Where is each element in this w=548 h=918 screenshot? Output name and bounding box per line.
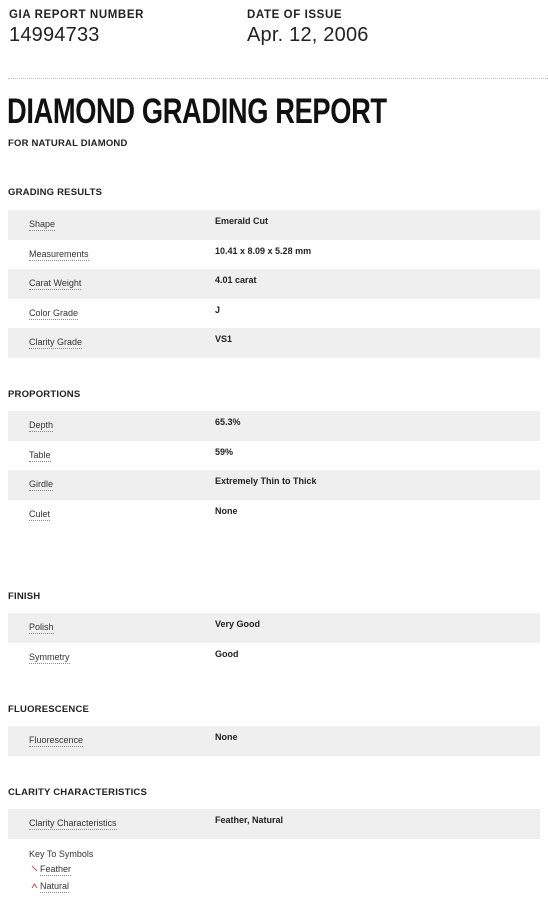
key-item-label[interactable]: Natural bbox=[40, 881, 70, 891]
row-value: Feather, Natural bbox=[215, 815, 284, 825]
key-to-symbols-title: Key To Symbols bbox=[29, 849, 94, 859]
feather-symbol-icon bbox=[31, 865, 40, 874]
row-value: 65.3% bbox=[215, 417, 241, 427]
row-label[interactable]: Polish bbox=[29, 622, 54, 632]
row-label[interactable]: Shape bbox=[29, 219, 56, 229]
proportions-row-culet bbox=[8, 500, 540, 530]
grading-row-color-grade bbox=[8, 299, 540, 329]
row-label[interactable]: Culet bbox=[29, 508, 51, 519]
row-label[interactable]: Color Grade bbox=[29, 307, 79, 318]
row-value: 4.01 carat bbox=[215, 275, 257, 285]
section-heading-finish: FINISH bbox=[8, 591, 41, 602]
proportions-row-girdle bbox=[8, 470, 540, 500]
row-value: 10.41 x 8.09 x 5.28 mm bbox=[215, 245, 312, 256]
clarity-characteristics-row bbox=[8, 809, 540, 839]
row-label[interactable]: Clarity Characteristics bbox=[29, 818, 117, 828]
report-subtitle: FOR NATURAL DIAMOND bbox=[8, 138, 128, 149]
date-of-issue: Apr. 12, 2006 bbox=[247, 24, 369, 46]
row-value: Extremely Thin to Thick bbox=[215, 476, 317, 486]
row-label[interactable]: Girdle bbox=[29, 479, 54, 489]
key-item-natural bbox=[31, 881, 69, 891]
row-value: VS1 bbox=[215, 334, 233, 344]
finish-row-polish bbox=[8, 613, 540, 643]
row-label[interactable]: Measurements bbox=[29, 248, 89, 259]
finish-row-symmetry bbox=[8, 643, 540, 673]
report-number-label: GIA REPORT NUMBER bbox=[9, 9, 144, 21]
grading-row-clarity-grade bbox=[8, 328, 540, 358]
header-divider bbox=[8, 78, 548, 79]
report-number: 14994733 bbox=[9, 24, 100, 46]
row-value: Emerald Cut bbox=[215, 216, 269, 226]
section-heading-grading-results: GRADING RESULTS bbox=[8, 187, 103, 198]
proportions-row-table bbox=[8, 441, 540, 471]
proportions-row-depth bbox=[8, 411, 540, 441]
key-item-label[interactable]: Feather bbox=[40, 864, 72, 874]
section-heading-clarity-characteristics: CLARITY CHARACTERISTICS bbox=[8, 787, 148, 798]
section-heading-fluorescence: FLUORESCENCE bbox=[8, 704, 90, 715]
grading-row-measurements bbox=[8, 240, 540, 270]
row-label[interactable]: Depth bbox=[29, 420, 54, 430]
row-value: Very Good bbox=[215, 619, 261, 629]
row-label[interactable]: Fluorescence bbox=[29, 735, 84, 745]
natural-symbol-icon bbox=[31, 882, 40, 891]
row-value: J bbox=[215, 304, 221, 315]
row-value: Good bbox=[215, 648, 239, 659]
row-label[interactable]: Clarity Grade bbox=[29, 337, 83, 347]
report-title: DIAMOND GRADING REPORT bbox=[7, 92, 387, 131]
grading-row-shape bbox=[8, 210, 540, 240]
row-label[interactable]: Symmetry bbox=[29, 651, 70, 662]
key-item-feather bbox=[31, 864, 71, 874]
row-value: 59% bbox=[215, 446, 234, 457]
grading-row-carat-weight bbox=[8, 269, 540, 299]
section-heading-proportions: PROPORTIONS bbox=[8, 389, 81, 400]
row-label[interactable]: Carat Weight bbox=[29, 278, 82, 288]
row-label[interactable]: Table bbox=[29, 449, 51, 460]
row-value: None bbox=[215, 732, 238, 742]
row-value: None bbox=[215, 505, 238, 516]
date-of-issue-label: DATE OF ISSUE bbox=[247, 9, 343, 21]
fluorescence-row bbox=[8, 726, 540, 756]
